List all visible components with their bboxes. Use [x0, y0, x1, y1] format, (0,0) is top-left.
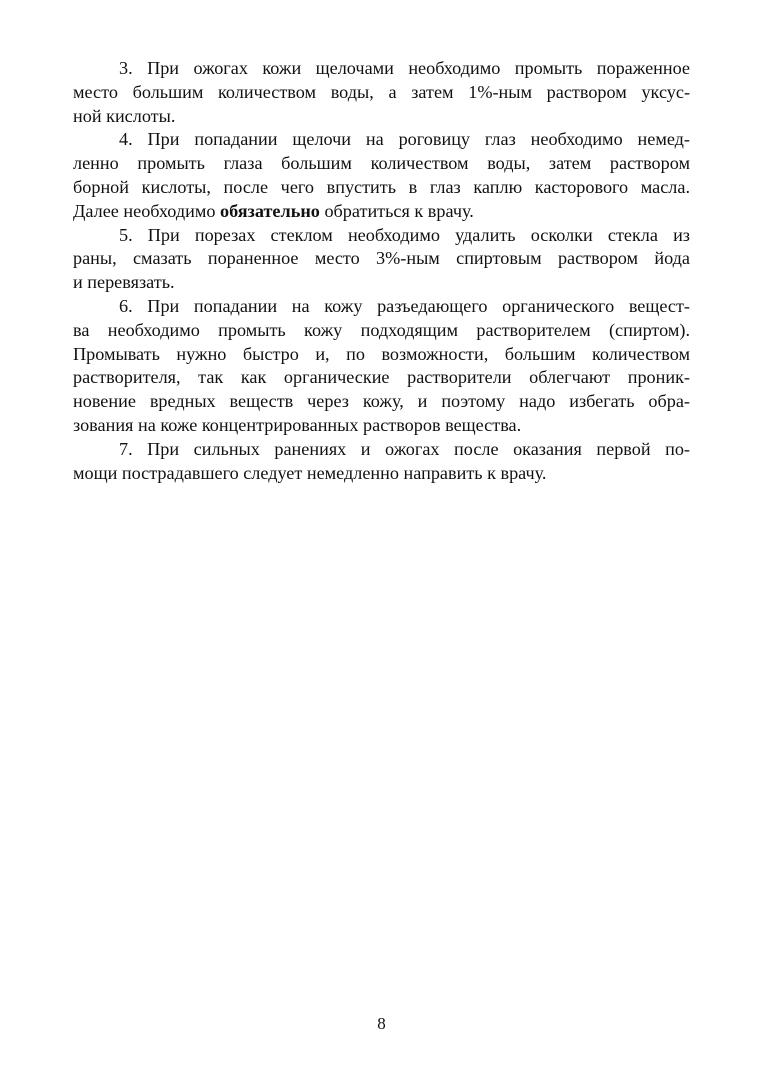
text-run: обратиться к врачу. — [319, 200, 474, 221]
text-line: ва необходимо промыть кожу подходящим растворителем (спиртом). — [73, 319, 690, 340]
text-line: раны, смазать пораненное место 3%-ным спиртовым раствором йода — [73, 248, 690, 269]
text-line: Промывать нужно быстро и, по возможности, большим количеством — [73, 343, 690, 364]
text-line: мощи пострадавшего следует немедленно направить к врачу. — [73, 462, 547, 483]
text-line: 4. При попадании щелочи на роговицу глаз необходимо немед- — [119, 129, 690, 150]
text-line: новение вредных веществ через кожу, и поэтому надо избегать обра- — [73, 391, 690, 412]
text-line: борной кислоты, после чего впустить в глаз каплю касторового масла. — [73, 176, 690, 197]
text-line: 7. При сильных ранениях и ожогах после оказания первой по- — [119, 438, 690, 459]
text-line: и перевязать. — [73, 272, 175, 293]
document-body — [73, 57, 690, 485]
text-line: место большим количеством воды, а затем 1%-ным раствором уксус- — [73, 81, 690, 102]
text-line: 3. При ожогах кожи щелочами необходимо промыть пораженное — [119, 58, 690, 78]
text-line: 6. При попадании на кожу разъедающего органического вещест- — [119, 295, 690, 316]
text-line: ленно промыть глаза большим количеством воды, затем раствором — [73, 153, 690, 174]
paragraph-item-5 — [73, 224, 690, 295]
paragraph-item-7 — [73, 438, 690, 486]
paragraph-item-6 — [73, 295, 690, 438]
text-line: ной кислоты. — [73, 105, 176, 126]
text-line: 5. При порезах стеклом необходимо удалить осколки стекла из — [119, 224, 690, 245]
paragraph-item-4 — [73, 128, 690, 223]
text-line-emphasis — [73, 200, 690, 224]
text-run: Далее необходимо — [73, 200, 220, 221]
text-line: растворителя, так как органические растворители облегчают проник- — [73, 367, 690, 388]
emphasis-word: обязательно — [219, 200, 320, 221]
page-number: 8 — [377, 1014, 386, 1033]
paragraph-item-3 — [73, 57, 690, 128]
text-line: зования на коже концентрированных растворов вещества. — [73, 414, 522, 435]
